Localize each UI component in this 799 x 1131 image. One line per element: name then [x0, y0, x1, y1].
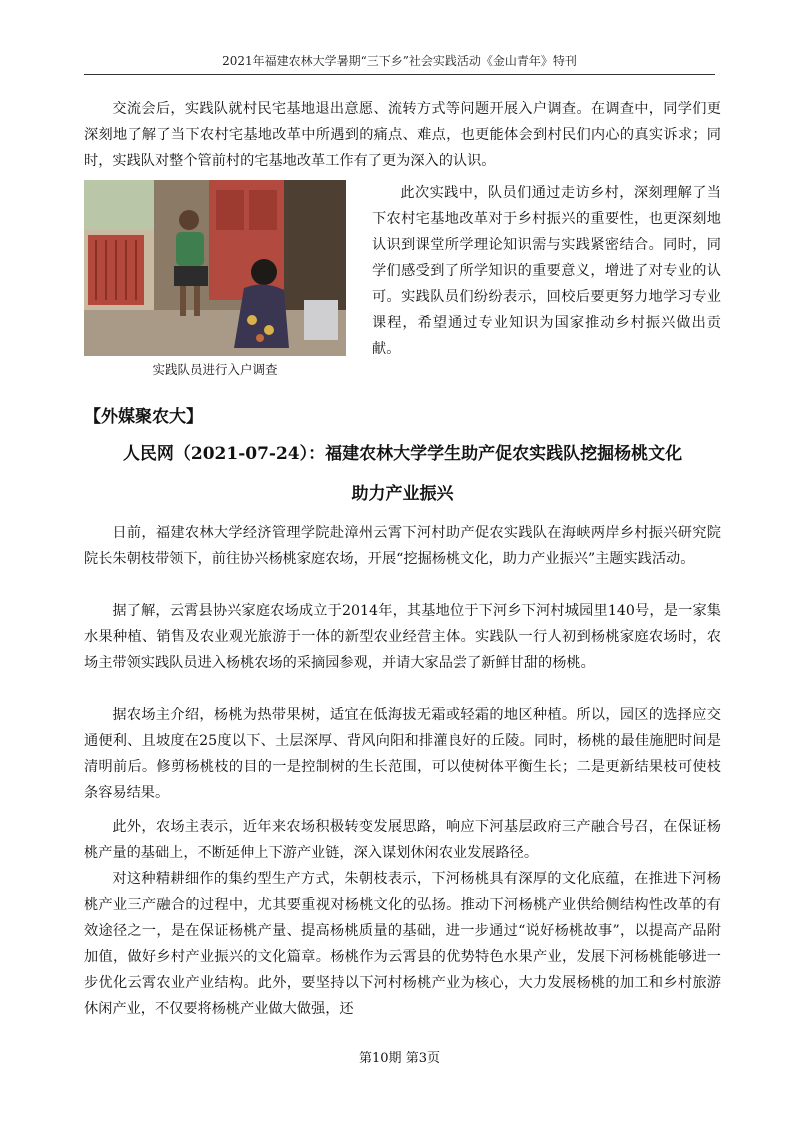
- photo-caption: 实践队员进行入户调查: [152, 362, 278, 377]
- article-title-line2: 助力产业振兴: [351, 484, 454, 504]
- side-paragraph: 此次实践中，队员们通过走访乡村，深刻理解了当下农村宅基地改革对于乡村振兴的重要性，也更深刻地认识到课堂所学理论知识需与实践紧密结合。同时，同学们感受到了所学知识的重要意义，增进了对专业的认可。实践队员们纷纷表示，回校后要更努力地学习专业课程，希望通过专业知识为国家推动乡村振兴做出贡献。: [372, 185, 721, 357]
- survey-photo: [84, 180, 346, 356]
- page-header: 2021年福建农林大学暑期“三下乡”社会实践活动《金山青年》特刊: [84, 52, 715, 75]
- article-paragraph-3: 据农场主介绍，杨桃为热带果树，适宜在低海拔无霜或轻霜的地区种植。所以，园区的选择应交通便利、且坡度在25度以下、土层深厚、背风向阳和排灌良好的丘陵。同时，杨桃的最佳施肥时间是清明前后。修剪杨桃枝的目的一是控制树的生长范围，可以使树体平衡生长；二是更新结果枝可使枝条容易结果。: [84, 707, 721, 801]
- article-title-line1: 人民网（2021-07-24）：福建农林大学学生助产促农实践队挖掘杨桃文化: [122, 444, 683, 464]
- article-paragraph-1: 日前，福建农林大学经济管理学院赴漳州云霄下河村助产促农实践队在海峡两岸乡村振兴研究院院长朱朝枝带领下，前往协兴杨桃家庭农场，开展“挖掘杨桃文化，助力产业振兴”主题实践活动。: [84, 525, 721, 567]
- section-heading: 【外媒聚农大】: [84, 407, 203, 427]
- intro-paragraph: 交流会后，实践队就村民宅基地退出意愿、流转方式等问题开展入户调查。在调查中，同学们更深刻地了解了当下农村宅基地改革中所遇到的痛点、难点，也更能体会到村民们内心的真实诉求；同时，实践队对整个管前村的宅基地改革工作有了更为深入的认识。: [84, 101, 721, 169]
- article-paragraph-5: 对这种精耕细作的集约型生产方式，朱朝枝表示，下河杨桃具有深厚的文化底蕴，在推进下河杨桃产业三产融合的过程中，尤其要重视对杨桃文化的弘扬。推动下河杨桃产业供给侧结构性改革的有效途径之一，是在保证杨桃产量、提高杨桃质量的基础，进一步通过“说好杨桃故事”，以提高产品附加值，做好乡村产业振兴的文化篇章。杨桃作为云霄县的优势特色水果产业，发展下河杨桃能够进一步优化云霄农业产业结构。此外，要坚持以下河村杨桃产业为核心，大力发展杨桃的加工和乡村旅游休闲产业，不仅要将杨桃产业做大做强，还: [84, 871, 721, 1017]
- survey-photo-illustration: [84, 180, 346, 356]
- page-footer: 第10期 第3页: [359, 1051, 440, 1066]
- article-paragraph-2: 据了解，云霄县协兴家庭农场成立于2014年，其基地位于下河乡下河村城园里140号，是一家集水果种植、销售及农业观光旅游于一体的新型农业经营主体。实践队一行人初到杨桃家庭农场时，农场主带领实践队员进入杨桃农场的采摘园参观，并请大家品尝了新鲜甘甜的杨桃。: [84, 603, 721, 671]
- article-paragraph-4: 此外，农场主表示，近年来农场积极转变发展思路，响应下河基层政府三产融合号召，在保证杨桃产量的基础上，不断延伸上下游产业链，深入谋划休闲农业发展路径。: [84, 819, 721, 861]
